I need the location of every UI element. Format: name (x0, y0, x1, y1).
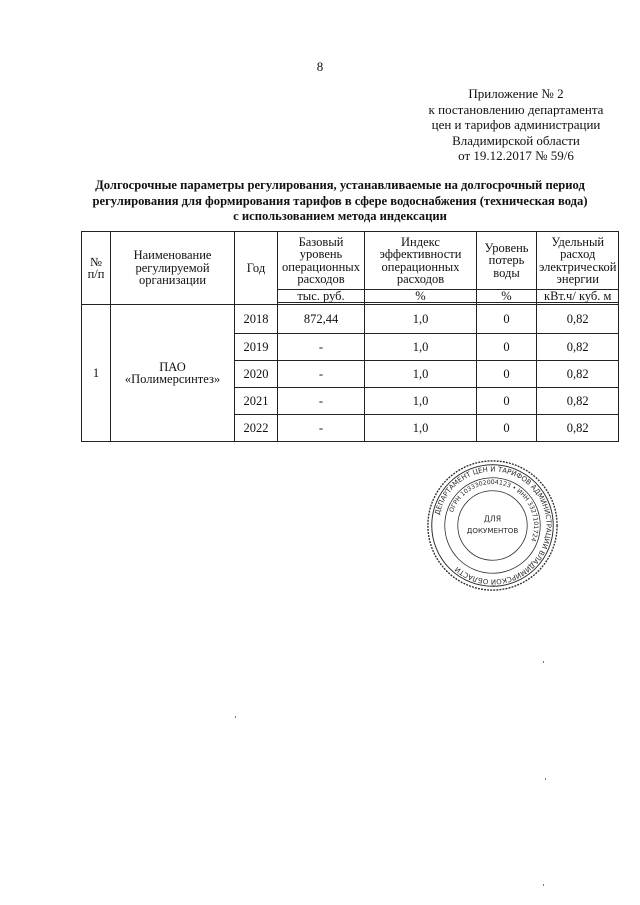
official-seal (425, 458, 560, 593)
cell-efficiency-index: 1,0 (365, 361, 477, 388)
unit-water-loss: % (477, 290, 537, 303)
title-line: регулирования для формирования тарифов в сфере водоснабжения (техническая вода) (92, 193, 588, 208)
cell-base-level: - (278, 334, 365, 361)
appendix-line: цен и тарифов администрации (431, 117, 601, 133)
cell-water-loss: 0 (477, 361, 537, 388)
appendix-block (410, 86, 622, 164)
header-year: Год (235, 232, 278, 305)
parameters-table (81, 231, 619, 442)
cell-base-level: - (278, 415, 365, 442)
cell-base-level: - (278, 388, 365, 415)
cell-energy-consumption: 0,82 (537, 388, 619, 415)
header-efficiency-index: Индекс эффективности операционных расходов (365, 232, 477, 290)
org-name-line: ПАО (159, 359, 186, 374)
cell-efficiency-index: 1,0 (365, 415, 477, 442)
cell-energy-consumption: 0,82 (537, 334, 619, 361)
cell-year: 2022 (235, 415, 278, 442)
org-name-line: «Полимерсинтез» (124, 372, 221, 386)
cell-year: 2021 (235, 388, 278, 415)
cell-base-level: - (278, 361, 365, 388)
header-water-loss: Уровень потерь воды (477, 232, 537, 290)
unit-energy-consumption: кВт.ч/ куб. м (537, 290, 619, 303)
header-base-level: Базовый уровень операционных расходов (278, 232, 365, 290)
scan-speck (543, 661, 544, 663)
scan-speck (543, 884, 544, 886)
header-row (82, 232, 619, 290)
unit-efficiency-index: % (365, 290, 477, 303)
title-line: Долгосрочные параметры регулирования, устанавливаемые на долгосрочный период (95, 178, 585, 192)
seal-ring-text: ДЕПАРТАМЕНТ ЦЕН И ТАРИФОВ АДМИНИСТРАЦИИ ВЛАДИМИРСКОЙ ОБЛАСТИ (433, 465, 553, 586)
cell-energy-consumption: 0,82 (537, 361, 619, 388)
title-line: с использованием метода индексации (233, 209, 447, 223)
scan-speck (545, 778, 546, 780)
appendix-line: Приложение № 2 (468, 86, 564, 101)
cell-year: 2018 (235, 305, 278, 334)
header-energy-consumption: Удельный расход электрической энергии (537, 232, 619, 290)
header-organization: Наименование регулируемой организации (111, 232, 235, 305)
cell-efficiency-index: 1,0 (365, 305, 477, 334)
cell-efficiency-index: 1,0 (365, 334, 477, 361)
seal-inner-text: ОГРН 1033302004123 • ИНН 3327101724 (448, 479, 540, 543)
unit-base-level: тыс. руб. (278, 290, 365, 303)
cell-year: 2019 (235, 334, 278, 361)
appendix-line: Владимирской области (452, 132, 580, 148)
cell-water-loss: 0 (477, 334, 537, 361)
org-number: 1 (82, 305, 111, 442)
table-row (82, 305, 619, 334)
cell-water-loss: 0 (477, 305, 537, 334)
header-num: № п/п (82, 232, 111, 305)
cell-base-level: 872,44 (278, 305, 365, 334)
seal-center-text: ДЛЯ (483, 514, 502, 524)
cell-water-loss: 0 (477, 415, 537, 442)
cell-water-loss: 0 (477, 388, 537, 415)
appendix-date-line: от 19.12.2017 № 59/6 (458, 148, 574, 164)
cell-year: 2020 (235, 361, 278, 388)
appendix-line: к постановлению департамента (428, 101, 604, 117)
page-number: 8 (316, 59, 324, 74)
cell-energy-consumption: 0,82 (537, 415, 619, 442)
scan-speck (235, 716, 236, 718)
cell-efficiency-index: 1,0 (365, 388, 477, 415)
org-name (111, 305, 235, 442)
cell-energy-consumption: 0,82 (537, 305, 619, 334)
document-title (70, 178, 610, 225)
seal-center-text: ДОКУМЕНТОВ (466, 526, 519, 536)
